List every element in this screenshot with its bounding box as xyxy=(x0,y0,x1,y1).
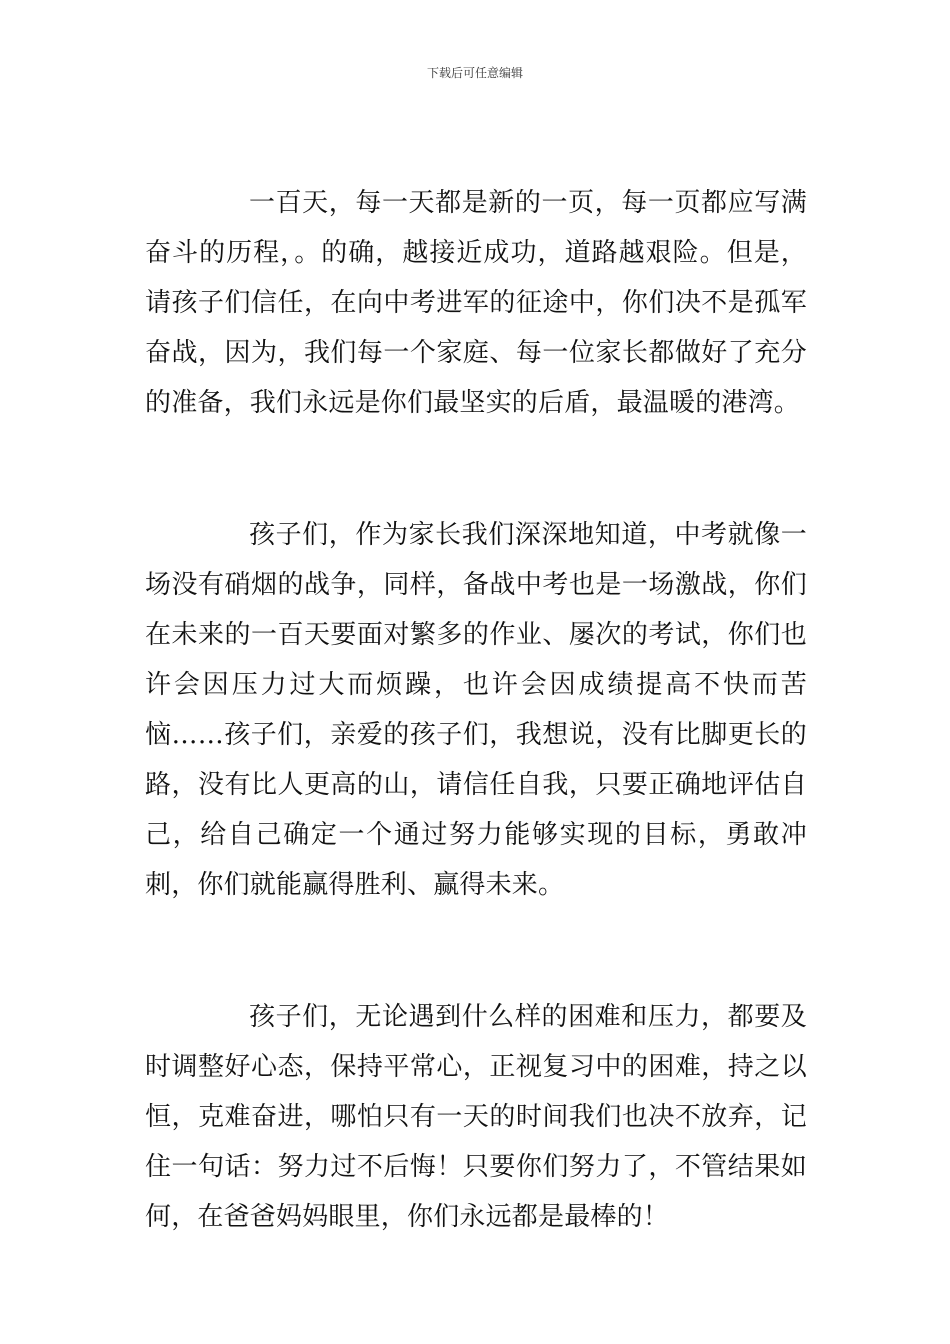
page-header: 下载后可任意编辑 xyxy=(426,66,523,80)
paragraph-2: 孩子们，作为家长我们深深地知道，中考就像一场没有硝烟的战争，同样，备战中考也是一场激战，你们在未来的一百天要面对繁多的作业、屡次的考试，你们也许会因压力过大而烦躁，也许会因成绩提高不快而苦恼……孩子们，亲爱的孩子们，我想说，没有比脚更长的路，没有比人更高的山，请信任自我，只要正确地评估自己，给自己确定一个通过努力能够实现的目标，勇敢冲刺，你们就能赢得胜利、赢得未来。 xyxy=(145,520,807,900)
document-body xyxy=(145,178,807,1242)
paragraph-3: 孩子们，无论遇到什么样的困难和压力，都要及时调整好心态，保持平常心，正视复习中的困难，持之以恒，克难奋进，哪怕只有一天的时间我们也决不放弃，记住一句话：努力过不后悔！只要你们努力了，不管结果如何，在爸爸妈妈眼里，你们永远都是最棒的！ xyxy=(145,1002,807,1232)
paragraph-1: 一百天，每一天都是新的一页，每一页都应写满奋斗的历程，。的确，越接近成功，道路越艰险。但是，请孩子们信任，在向中考进军的征途中，你们决不是孤军奋战，因为，我们每一个家庭、每一位家长都做好了充分的准备，我们永远是你们最坚实的后盾，最温暖的港湾。 xyxy=(145,188,807,418)
